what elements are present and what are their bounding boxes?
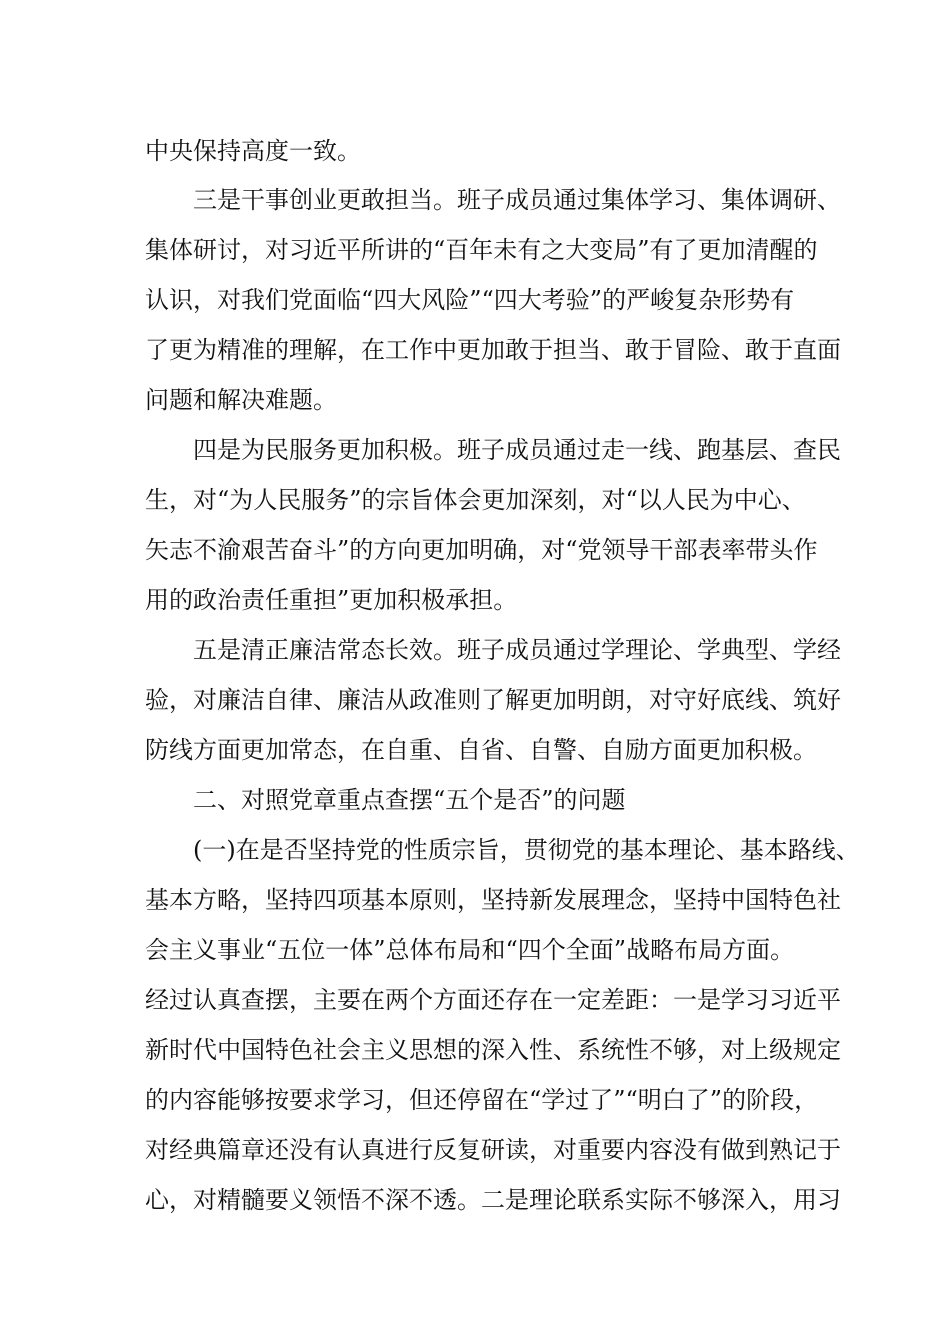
paragraph-heading-line: 四是为民服务更加积极。班子成员通过走一线、跑基层、查民	[193, 436, 841, 464]
text-line: 了更为精准的理解，在工作中更加敢于担当、敢于冒险、敢于直面	[145, 336, 841, 364]
paragraph-heading-line: 三是干事创业更敢担当。班子成员通过集体学习、集体调研、	[193, 186, 841, 214]
text-line: 的内容能够按要求学习，但还停留在“学过了”“明白了”的阶段，	[145, 1086, 819, 1114]
text-line: 防线方面更加常态，在自重、自省、自警、自励方面更加积极。	[145, 736, 817, 764]
text-line: 矢志不渝艰苦奋斗”的方向更加明确，对“党领导干部表率带头作	[145, 536, 818, 564]
text-line: 验，对廉洁自律、廉洁从政准则了解更加明朗，对守好底线、筑好	[145, 686, 841, 714]
subsection-heading-line: (一)在是否坚持党的性质宗旨，贯彻党的基本理论、基本路线、	[193, 836, 860, 864]
text-line: 心，对精髓要义领悟不深不透。二是理论联系实际不够深入，用习	[145, 1186, 841, 1214]
text-line: 用的政治责任重担”更加积极承担。	[145, 586, 518, 614]
text-line: 经过认真查摆，主要在两个方面还存在一定差距：一是学习习近平	[145, 986, 841, 1014]
text-line: 基本方略，坚持四项基本原则，坚持新发展理念，坚持中国特色社	[145, 886, 841, 914]
text-line: 对经典篇章还没有认真进行反复研读，对重要内容没有做到熟记于	[145, 1136, 841, 1164]
paragraph-heading-line: 五是清正廉洁常态长效。班子成员通过学理论、学典型、学经	[193, 636, 841, 664]
section-heading: 二、对照党章重点查摆“五个是否”的问题	[193, 786, 626, 814]
text-line: 中央保持高度一致。	[145, 137, 361, 165]
text-line: 问题和解决难题。	[145, 386, 337, 414]
text-line: 认识，对我们党面临“四大风险”“四大考验”的严峻复杂形势有	[145, 286, 795, 314]
text-line: 新时代中国特色社会主义思想的深入性、系统性不够，对上级规定	[145, 1036, 841, 1064]
text-line: 集体研讨，对习近平所讲的“百年未有之大变局”有了更加清醒的	[145, 236, 818, 264]
text-line: 生，对“为人民服务”的宗旨体会更加深刻，对“以人民为中心、	[145, 486, 806, 514]
text-line: 会主义事业“五位一体”总体布局和“四个全面”战略布局方面。	[145, 936, 795, 964]
